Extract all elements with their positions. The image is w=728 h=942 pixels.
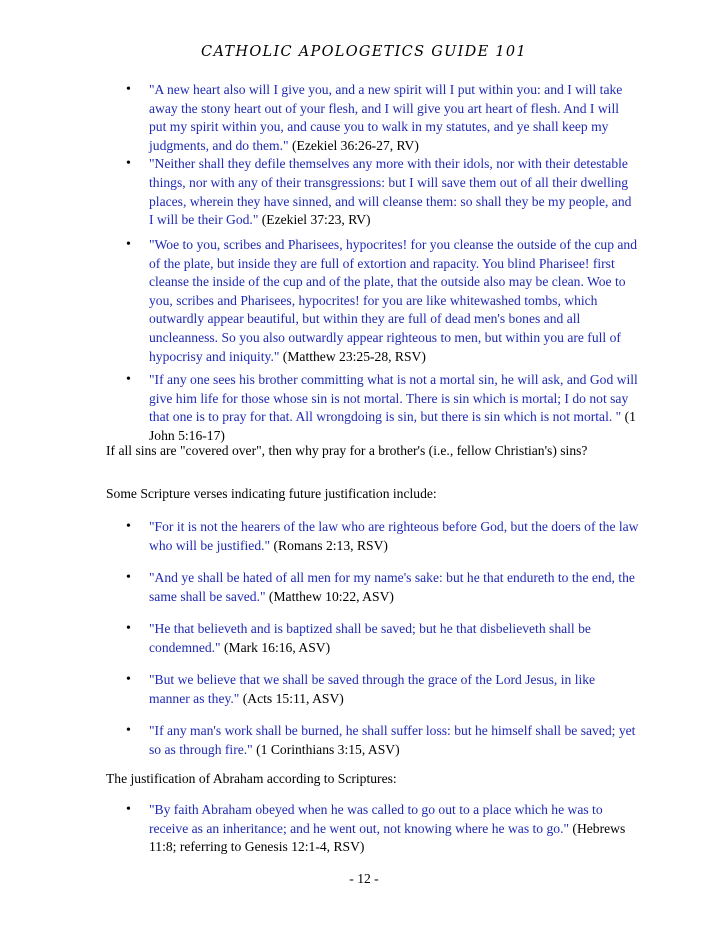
quote-text: "A new heart also will I give you, and a new spirit will I put within you: and I will take away the stony heart out of your flesh, and I will give you art heart of flesh. And I will put my spirit within you, and cause you to walk in my statutes, and ye shall keep my judgments, and do them." <box>149 82 623 153</box>
quote-citation: (1 Corinthians 3:15, ASV) <box>252 741 400 757</box>
scripture-quote-item <box>0 801 639 857</box>
quote-text: "He that believeth and is baptized shall be saved; but he that disbelieveth shall be condemned." <box>149 621 591 655</box>
quote-group <box>0 620 728 657</box>
bullet-icon: • <box>126 802 131 817</box>
quote-group <box>0 569 728 606</box>
quote-text: "Woe to you, scribes and Pharisees, hypocrites! for you cleanse the outside of the cup and of the plate, but inside they are full of extortion and rapacity. You blind Pharisee! first cleanse the inside of the cup and of the plate, that the outside also may be clean. Woe to you, scribes and Pharisees, hypocrites! for you are like whitewashed tombs, which outwardly appear beautiful, but within they are full of dead men's bones and all uncleanness. So you also outwardly appear righteous to men, but within you are full of hypocrisy and iniquity." <box>149 237 638 364</box>
quote-group <box>0 236 728 366</box>
quote-group <box>0 518 728 555</box>
scripture-quote-item <box>0 722 639 759</box>
scripture-quote-item <box>0 671 639 708</box>
quote-citation: (Matthew 10:22, ASV) <box>265 588 394 604</box>
paragraph-intro-future-justification: Some Scripture verses indicating future justification include: <box>106 486 437 501</box>
bullet-icon: • <box>126 672 131 687</box>
scripture-quote-item <box>0 518 639 555</box>
quote-text: "For it is not the hearers of the law who are righteous before God, but the doers of the law who will be justified." <box>149 519 639 553</box>
scripture-quote-item <box>0 155 639 229</box>
quote-group <box>0 722 728 759</box>
quote-text: "And ye shall be hated of all men for my name's sake: but he that endureth to the end, the same shall be saved." <box>149 570 635 604</box>
quote-text: "If any man's work shall be burned, he shall suffer loss: but he himself shall be saved; yet so as through fire." <box>149 723 636 757</box>
page-number: - 12 - <box>349 871 379 886</box>
quote-citation: (Ezekiel 37:23, RV) <box>258 212 371 228</box>
scripture-quote-item <box>0 620 639 657</box>
quote-group <box>0 801 728 857</box>
scripture-quote-item <box>0 236 639 366</box>
scripture-quote-item <box>0 371 639 445</box>
quote-text: "But we believe that we shall be saved through the grace of the Lord Jesus, in like manner as they." <box>149 672 596 706</box>
page-header: CATHOLIC APOLOGETICS GUIDE 101 <box>201 44 527 60</box>
bullet-icon: • <box>126 570 131 585</box>
quote-text: "If any one sees his brother committing what is not a mortal sin, he will ask, and God will give him life for those whose sin is not mortal. There is sin which is mortal; I do not say that one is to pray for that. All wrongdoing is sin, but there is sin which is not mortal. " <box>149 372 638 425</box>
quote-citation: (Mark 16:16, ASV) <box>220 639 331 655</box>
quote-citation: (Romans 2:13, RSV) <box>270 537 388 553</box>
paragraph-question: If all sins are "covered over", then why pray for a brother's (i.e., fellow Christian's) sins? <box>106 443 588 458</box>
quote-citation: (Hebrews 11:8; referring to Genesis 12:1-4, RSV) <box>149 820 626 855</box>
quote-citation: (1 John 5:16-17) <box>149 409 636 443</box>
quote-group <box>0 671 728 708</box>
quote-citation: (Acts 15:11, ASV) <box>239 690 344 706</box>
quote-citation: (Matthew 23:25-28, RSV) <box>279 348 426 364</box>
scripture-quote-item <box>0 81 639 155</box>
paragraph-intro-abraham: The justification of Abraham according to Scriptures: <box>106 771 397 786</box>
bullet-icon: • <box>126 237 131 252</box>
quote-text: "Neither shall they defile themselves any more with their idols, nor with their detestable things, nor with any of their transgressions: but I will save them out of all their dwelling places, wherein they have sinned, and will cleanse them: so shall they be my people, and I will be their God." <box>149 156 632 228</box>
scripture-quote-item <box>0 569 639 606</box>
bullet-icon: • <box>126 156 131 172</box>
quote-group <box>0 81 728 230</box>
bullet-icon: • <box>126 519 131 534</box>
quote-group <box>0 371 728 445</box>
bullet-icon: • <box>126 372 131 387</box>
quote-citation: (Ezekiel 36:26-27, RV) <box>288 137 419 153</box>
quote-text: "By faith Abraham obeyed when he was called to go out to a place which he was to receive as an inheritance; and he went out, not knowing where he was to go." <box>149 802 603 836</box>
bullet-icon: • <box>126 621 131 636</box>
bullet-icon: • <box>126 82 131 97</box>
bullet-icon: • <box>126 723 131 738</box>
